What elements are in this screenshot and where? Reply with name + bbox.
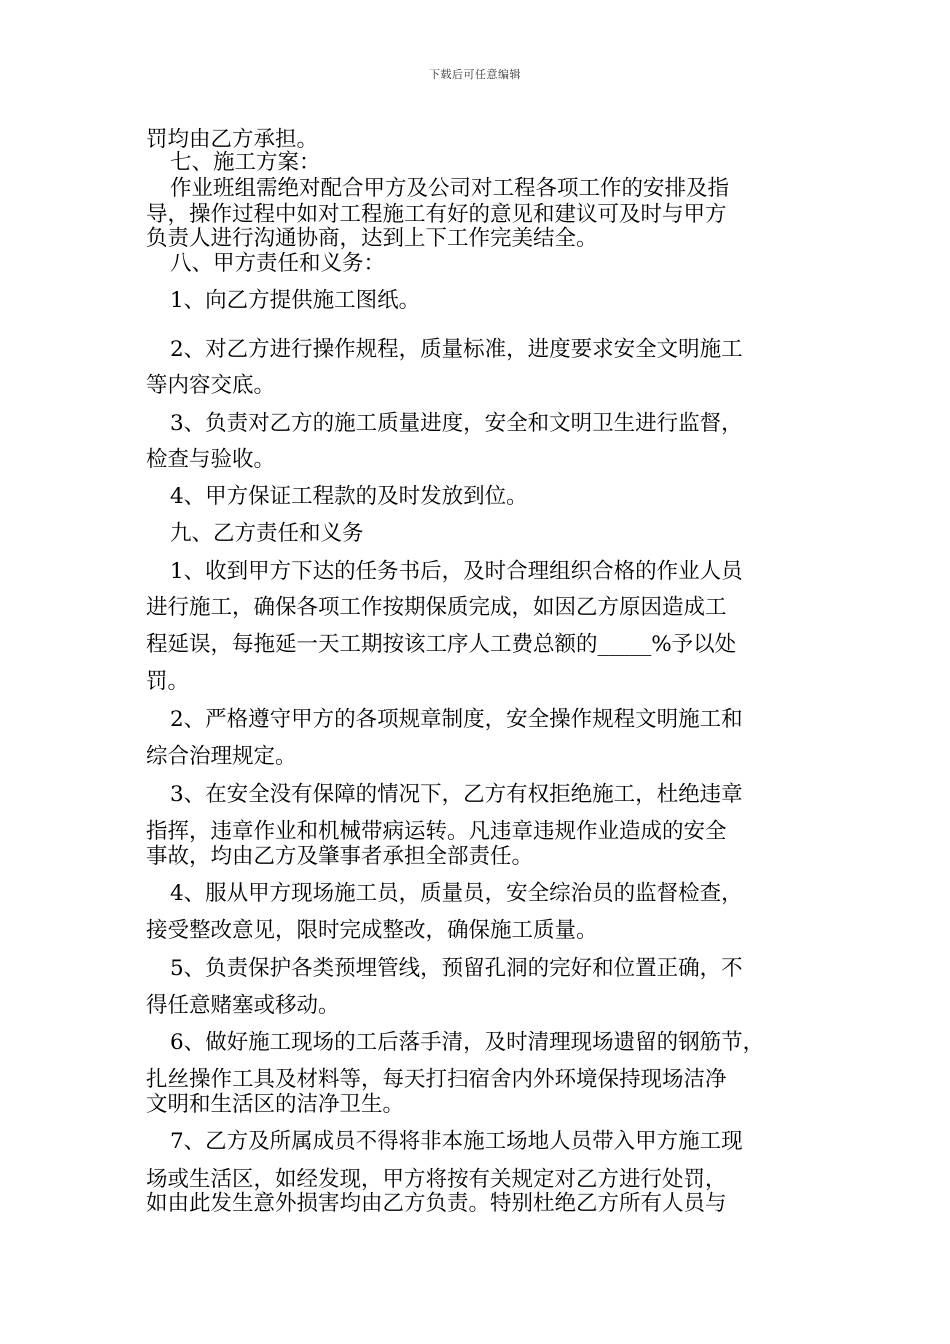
list-item: 2、对乙方进行操作规程，质量标准，进度要求安全文明施工 [170,337,743,362]
text-line: 负责人进行沟通协商，达到上下工作完美结全。 [146,226,598,251]
list-item: 4、服从甲方现场施工员，质量员，安全综治员的监督检查， [170,881,743,906]
list-item: 5、负责保护各类预埋管线，预留孔洞的完好和位置正确，不 [170,956,743,981]
text-line: 场或生活区，如经发现，甲方将按有关规定对乙方进行处罚， [146,1167,727,1192]
text-line: 等内容交底。 [146,373,276,398]
text-line: 得任意赌塞或移动。 [146,993,340,1018]
text-line: 罚。 [146,669,190,694]
list-item: 3、在安全没有保障的情况下，乙方有权拒绝施工，杜绝违章 [170,782,743,807]
list-item: 7、乙方及所属成员不得将非本施工场地人员带入甲方施工现 [170,1129,743,1154]
list-item: 4、甲方保证工程款的及时发放到位。 [170,484,528,509]
text-line: 进行施工，确保各项工作按期保质完成，如因乙方原因造成工 [146,595,727,620]
list-item: 2、严格遵守甲方的各项规章制度，安全操作规程文明施工和 [170,707,743,732]
text-line: 程延误，每拖延一天工期按该工序人工费总额的_____%予以处 [146,632,737,657]
section-heading: 七、施工方案： [170,150,321,175]
list-item: 1、向乙方提供施工图纸。 [170,288,421,313]
list-item: 6、做好施工现场的工后落手清，及时清理现场遗留的钢筋节， [170,1030,765,1055]
text-line: 接受整改意见，限时完成整改，确保施工质量。 [146,918,598,943]
text-line: 导，操作过程中如对工程施工有好的意见和建议可及时与甲方 [146,202,727,227]
text-line: 扎丝操作工具及材料等，每天打扫宿舍内外环境保持现场洁净 [146,1067,727,1092]
text-line: 综合治理规定。 [146,744,297,769]
text-line: 检查与验收。 [146,447,276,472]
text-line: 事故，均由乙方及肇事者承担全部责任。 [146,844,534,869]
section-heading: 九、乙方责任和义务 [170,521,364,546]
text-line: 指挥，违章作业和机械带病运转。凡违章违规作业造成的安全 [146,819,727,844]
text-line: 如由此发生意外损害均由乙方负责。特别杜绝乙方所有人员与 [146,1191,727,1216]
list-item: 1、收到甲方下达的任务书后，及时合理组织合格的作业人员 [170,559,743,584]
list-item: 3、负责对乙方的施工质量进度，安全和文明卫生进行监督， [170,411,743,436]
text-line: 罚均由乙方承担。 [146,127,319,152]
text-line: 作业班组需绝对配合甲方及公司对工程各项工作的安排及指 [170,176,730,201]
page-header: 下载后可任意编辑 [429,68,521,81]
section-heading: 八、甲方责任和义务： [170,251,386,276]
text-line: 文明和生活区的洁净卫生。 [146,1092,405,1117]
